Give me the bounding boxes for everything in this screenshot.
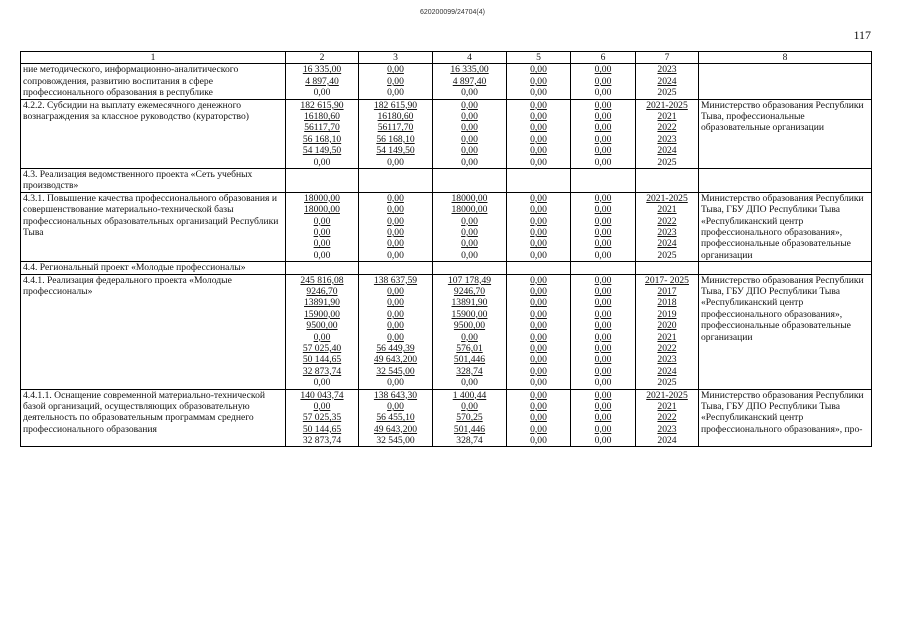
amount-cell	[359, 168, 433, 192]
amount-cell	[571, 274, 636, 389]
cell-value: 0,00	[387, 297, 404, 309]
document-stamp: 620200099/24704(4)	[419, 9, 485, 16]
col-header: 8	[699, 52, 872, 64]
cell-value: 2024	[657, 145, 677, 157]
cell-value: 50 144,65	[302, 423, 342, 435]
cell-value: 0,00	[594, 377, 612, 389]
cell-value: 0,00	[530, 308, 547, 320]
cell-value: 2025	[657, 87, 677, 99]
cell-value: 0,00	[594, 435, 612, 447]
cell-value: 2023	[657, 354, 677, 366]
cell-value: 0,00	[387, 377, 404, 389]
amount-cell	[507, 389, 571, 447]
row-description: 4.3. Реализация ведомственного проекта «Сеть учебных производств»	[21, 168, 286, 192]
amount-cell	[433, 99, 507, 168]
cell-value: 0,00	[461, 145, 478, 157]
cell-value: 0,00	[594, 99, 612, 111]
cell-value: 0,00	[594, 354, 612, 366]
cell-value: 0,00	[530, 389, 547, 401]
cell-value: 0,00	[594, 145, 612, 157]
cell-value: 2021	[657, 111, 677, 123]
cell-value: 0,00	[313, 215, 331, 227]
responsible-organization	[699, 64, 872, 99]
col-header: 1	[21, 52, 286, 64]
year-cell	[636, 99, 699, 168]
col-header: 7	[636, 52, 699, 64]
cell-value: 56 168,10	[376, 133, 415, 145]
amount-cell	[507, 168, 571, 192]
cell-value: 2020	[657, 320, 677, 332]
amount-cell	[571, 262, 636, 274]
cell-value: 18000,00	[451, 192, 488, 204]
responsible-organization: Министерство образования Республики Тыва, профессиональные образовательные организации	[699, 99, 872, 168]
cell-value: 56117,70	[377, 122, 414, 134]
cell-value: 0,00	[594, 133, 612, 145]
cell-value: 56 449,39	[376, 342, 415, 354]
amount-cell	[571, 168, 636, 192]
cell-value: 2024	[657, 435, 677, 447]
year-cell	[636, 192, 699, 261]
cell-value: 15900,00	[451, 308, 488, 320]
cell-value: 0,00	[313, 331, 331, 343]
cell-value: 0,00	[594, 215, 612, 227]
amount-cell	[359, 389, 433, 447]
cell-value: 2024	[657, 75, 677, 87]
table-row	[21, 64, 872, 99]
cell-value: 2022	[657, 215, 677, 227]
header-row	[21, 52, 872, 64]
cell-value: 0,00	[387, 331, 404, 343]
cell-value: 0,00	[594, 286, 612, 298]
cell-value: 0,00	[530, 238, 547, 250]
row-description: 4.4. Региональный проект «Молодые профессионалы»	[21, 262, 286, 274]
table-row	[21, 389, 872, 447]
cell-value: 0,00	[313, 249, 331, 261]
amount-cell	[571, 389, 636, 447]
cell-value: 2023	[657, 64, 677, 76]
cell-value: 0,00	[530, 354, 547, 366]
cell-value: 0,00	[594, 204, 612, 216]
cell-value: 2023	[657, 226, 677, 238]
cell-value: 4 897,40	[305, 75, 339, 87]
amount-cell	[507, 64, 571, 99]
amount-cell	[433, 262, 507, 274]
row-description: 4.4.1.1. Оснащение современной материально-технической базой организаций, осуществляющих образовательную деятельность по образовательным программам среднего профессионального образования	[21, 389, 286, 447]
cell-value: 0,00	[530, 99, 547, 111]
cell-value: 0,00	[530, 204, 547, 216]
cell-value: 2021	[657, 331, 677, 343]
cell-value: 107 178,49	[447, 274, 492, 286]
amount-cell	[507, 192, 571, 261]
page-number: 117	[853, 28, 871, 42]
cell-value: 0,00	[594, 274, 612, 286]
cell-value: 0,00	[594, 249, 612, 261]
cell-value: 0,00	[387, 400, 404, 412]
cell-value: 1 400,44	[452, 389, 487, 401]
cell-value: 0,00	[530, 274, 547, 286]
cell-value: 0,00	[530, 423, 547, 435]
cell-value: 9246,70	[453, 286, 486, 298]
cell-value: 501,446	[453, 423, 486, 435]
cell-value: 0,00	[313, 226, 331, 238]
cell-value: 15900,00	[304, 308, 340, 320]
cell-value: 245 816,08	[300, 274, 344, 286]
amount-cell	[359, 192, 433, 261]
cell-value: 2019	[657, 308, 677, 320]
cell-value: 0,00	[594, 156, 612, 168]
cell-value: 0,00	[530, 64, 547, 76]
cell-value: 0,00	[594, 111, 612, 123]
cell-value: 0,00	[530, 320, 547, 332]
cell-value: 182 615,90	[300, 99, 344, 111]
cell-value: 0,00	[387, 204, 404, 216]
row-description: 4.4.1. Реализация федерального проекта «Молодые профессионалы»	[21, 274, 286, 389]
cell-value: 0,00	[387, 249, 404, 261]
cell-value: 0,00	[387, 308, 404, 320]
cell-value: 0,00	[387, 192, 404, 204]
amount-cell	[433, 274, 507, 389]
amount-cell	[359, 99, 433, 168]
cell-value: 2021-2025	[646, 192, 688, 204]
cell-value: 2021	[657, 400, 677, 412]
col-header: 2	[286, 52, 359, 64]
cell-value: 0,00	[387, 87, 404, 99]
cell-value: 0,00	[530, 226, 547, 238]
cell-value: 2023	[657, 133, 677, 145]
cell-value: 0,00	[594, 342, 612, 354]
cell-value: 0,00	[530, 249, 547, 261]
col-header: 5	[507, 52, 571, 64]
cell-value: 0,00	[594, 238, 612, 250]
cell-value: 18000,00	[304, 204, 340, 216]
cell-value: 0,00	[461, 249, 478, 261]
cell-value: 18000,00	[451, 204, 488, 216]
amount-cell	[286, 168, 359, 192]
amount-cell	[286, 192, 359, 261]
cell-value: 0,00	[530, 331, 547, 343]
cell-value: 0,00	[594, 412, 612, 424]
col-header: 6	[571, 52, 636, 64]
cell-value: 501,446	[453, 354, 486, 366]
cell-value: 0,00	[594, 320, 612, 332]
cell-value: 0,00	[530, 192, 547, 204]
amount-cell	[286, 99, 359, 168]
cell-value: 0,00	[461, 122, 478, 134]
cell-value: 16180,60	[304, 111, 340, 123]
row-description: 4.3.1. Повышение качества профессионального образования и совершенствование материально-технической базы профессиональных образовательных организаций Республики Тыва	[21, 192, 286, 261]
cell-value: 0,00	[530, 400, 547, 412]
cell-value: 13891,90	[451, 297, 488, 309]
cell-value: 0,00	[594, 331, 612, 343]
cell-value: 2022	[657, 342, 677, 354]
amount-cell	[433, 64, 507, 99]
cell-value: 0,00	[387, 215, 404, 227]
cell-value: 56117,70	[304, 122, 340, 134]
cell-value: 0,00	[387, 320, 404, 332]
year-cell	[636, 64, 699, 99]
cell-value: 32 873,74	[302, 365, 342, 377]
cell-value: 2022	[657, 122, 677, 134]
cell-value: 0,00	[387, 156, 404, 168]
cell-value: 9500,00	[453, 320, 486, 332]
cell-value: 0,00	[313, 87, 331, 99]
amount-cell	[507, 99, 571, 168]
cell-value: 0,00	[530, 156, 547, 168]
cell-value: 54 149,50	[376, 145, 415, 157]
amount-cell	[286, 64, 359, 99]
table-row	[21, 274, 872, 389]
table-row	[21, 168, 872, 192]
cell-value: 49 643,200	[373, 354, 418, 366]
cell-value: 0,00	[461, 156, 478, 168]
cell-value: 57 025,40	[302, 342, 342, 354]
cell-value: 0,00	[313, 377, 331, 389]
cell-value: 32 873,74	[302, 435, 342, 447]
cell-value: 2017	[657, 286, 677, 298]
amount-cell	[433, 168, 507, 192]
cell-value: 138 643,30	[373, 389, 418, 401]
cell-value: 0,00	[461, 111, 478, 123]
cell-value: 0,00	[530, 365, 547, 377]
responsible-organization	[699, 168, 872, 192]
amount-cell	[433, 389, 507, 447]
amount-cell	[286, 262, 359, 274]
cell-value: 9246,70	[306, 286, 338, 298]
responsible-organization	[699, 262, 872, 274]
cell-value: 0,00	[594, 87, 612, 99]
cell-value: 0,00	[530, 111, 547, 123]
cell-value: 0,00	[530, 435, 547, 447]
budget-table	[20, 51, 872, 447]
cell-value: 2025	[657, 377, 677, 389]
cell-value: 0,00	[461, 215, 478, 227]
table-row	[21, 99, 872, 168]
cell-value: 0,00	[530, 342, 547, 354]
cell-value: 0,00	[387, 226, 404, 238]
table-row	[21, 262, 872, 274]
cell-value: 32 545,00	[376, 365, 415, 377]
cell-value: 2017- 2025	[645, 274, 689, 286]
cell-value: 2025	[657, 156, 677, 168]
responsible-organization: Министерство образования Республики Тыва, ГБУ ДПО Республики Тыва «Республиканский центр профессионального образования», профессиональные образовательные организации	[699, 192, 872, 261]
amount-cell	[571, 64, 636, 99]
amount-cell	[571, 99, 636, 168]
cell-value: 0,00	[530, 297, 547, 309]
cell-value: 2021	[657, 204, 677, 216]
cell-value: 576,01	[456, 342, 483, 354]
cell-value: 0,00	[594, 75, 612, 87]
cell-value: 0,00	[461, 99, 478, 111]
cell-value: 2018	[657, 297, 677, 309]
cell-value: 0,00	[594, 423, 612, 435]
cell-value: 0,00	[387, 286, 404, 298]
cell-value: 0,00	[530, 133, 547, 145]
cell-value: 0,00	[530, 122, 547, 134]
responsible-organization: Министерство образования Республики Тыва, ГБУ ДПО Республики Тыва «Республиканский центр профессионального образования», профессиональные образовательные организации	[699, 274, 872, 389]
cell-value: 13891,90	[304, 297, 340, 309]
year-cell	[636, 389, 699, 447]
row-description: 4.2.2. Субсидии на выплату ежемесячного денежного вознаграждения за классное руководство (кураторство)	[21, 99, 286, 168]
amount-cell	[359, 262, 433, 274]
amount-cell	[286, 389, 359, 447]
cell-value: 0,00	[594, 400, 612, 412]
cell-value: 0,00	[594, 122, 612, 134]
cell-value: 32 545,00	[376, 435, 415, 447]
cell-value: 0,00	[461, 331, 478, 343]
cell-value: 570,25	[456, 412, 483, 424]
cell-value: 54 149,50	[302, 145, 342, 157]
cell-value: 2024	[657, 238, 677, 250]
cell-value: 4 897,40	[452, 75, 487, 87]
cell-value: 0,00	[530, 87, 547, 99]
cell-value: 2021-2025	[646, 99, 688, 111]
col-header: 3	[359, 52, 433, 64]
cell-value: 0,00	[461, 238, 478, 250]
cell-value: 56 168,10	[302, 133, 342, 145]
cell-value: 18000,00	[304, 192, 340, 204]
year-cell	[636, 274, 699, 389]
cell-value: 0,00	[594, 64, 612, 76]
cell-value: 0,00	[461, 87, 478, 99]
cell-value: 2024	[657, 365, 677, 377]
amount-cell	[507, 262, 571, 274]
cell-value: 140 043,74	[300, 389, 344, 401]
cell-value: 0,00	[313, 238, 331, 250]
cell-value: 0,00	[387, 75, 404, 87]
cell-value: 2023	[657, 423, 677, 435]
cell-value: 0,00	[530, 412, 547, 424]
cell-value: 16180,60	[377, 111, 414, 123]
cell-value: 0,00	[530, 145, 547, 157]
cell-value: 2022	[657, 412, 677, 424]
amount-cell	[507, 274, 571, 389]
cell-value: 0,00	[387, 238, 404, 250]
cell-value: 0,00	[530, 377, 547, 389]
cell-value: 0,00	[594, 192, 612, 204]
cell-value: 0,00	[594, 308, 612, 320]
row-description: ние методического, информационно-аналитического сопровождения, развитию воспитания в сфере профессионального образования в республике	[21, 64, 286, 99]
responsible-organization: Министерство образования Республики Тыва, ГБУ ДПО Республики Тыва «Республиканский центр профессионального образования», про-	[699, 389, 872, 447]
amount-cell	[433, 192, 507, 261]
amount-cell	[286, 274, 359, 389]
cell-value: 0,00	[461, 400, 478, 412]
cell-value: 0,00	[461, 226, 478, 238]
cell-value: 138 637,59	[373, 274, 418, 286]
cell-value: 0,00	[594, 297, 612, 309]
cell-value: 0,00	[313, 156, 331, 168]
col-header: 4	[433, 52, 507, 64]
cell-value: 328,74	[456, 365, 483, 377]
year-cell	[636, 168, 699, 192]
cell-value: 49 643,200	[373, 423, 418, 435]
cell-value: 0,00	[594, 226, 612, 238]
table-row	[21, 192, 872, 261]
cell-value: 16 335,00	[302, 64, 342, 76]
cell-value: 9500,00	[306, 320, 338, 332]
table-body	[21, 52, 872, 447]
cell-value: 0,00	[461, 133, 478, 145]
cell-value: 50 144,65	[302, 354, 342, 366]
cell-value: 0,00	[313, 400, 331, 412]
cell-value: 182 615,90	[373, 99, 418, 111]
amount-cell	[359, 274, 433, 389]
cell-value: 328,74	[456, 435, 483, 447]
year-cell	[636, 262, 699, 274]
cell-value: 0,00	[461, 377, 478, 389]
cell-value: 57 025,35	[302, 412, 342, 424]
cell-value: 56 455,10	[376, 412, 415, 424]
cell-value: 2025	[657, 249, 677, 261]
amount-cell	[571, 192, 636, 261]
cell-value: 16 335,00	[450, 64, 489, 76]
cell-value: 0,00	[594, 365, 612, 377]
cell-value: 0,00	[594, 389, 612, 401]
cell-value: 0,00	[530, 286, 547, 298]
cell-value: 0,00	[530, 75, 547, 87]
cell-value: 0,00	[530, 215, 547, 227]
cell-value: 0,00	[387, 64, 404, 76]
amount-cell	[359, 64, 433, 99]
cell-value: 2021-2025	[646, 389, 688, 401]
